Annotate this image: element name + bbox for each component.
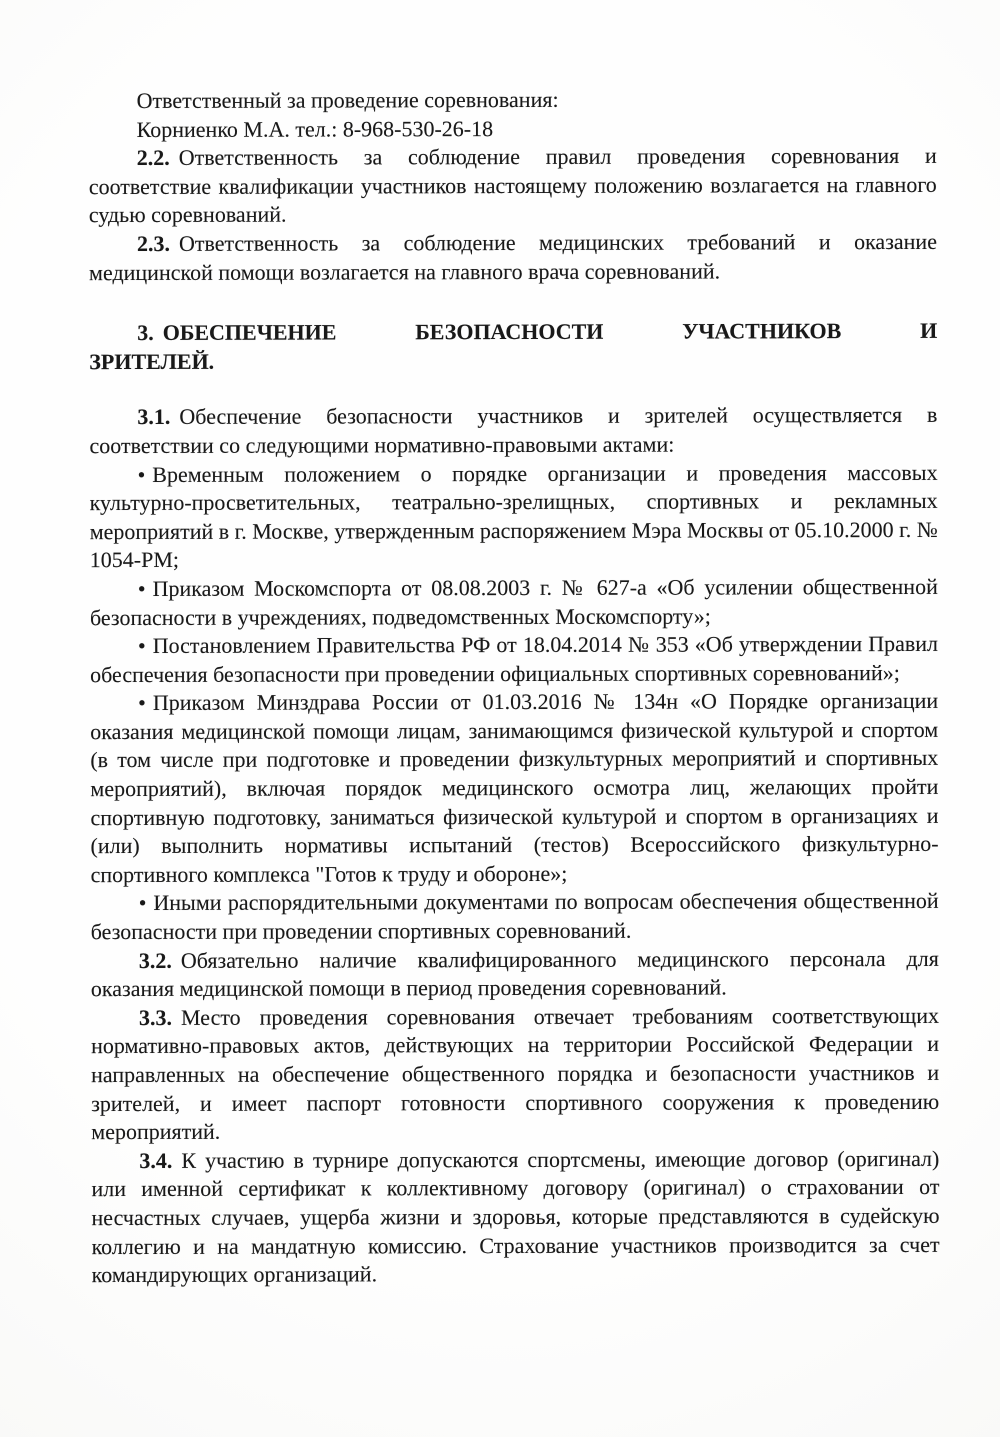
paragraph-text: Приказом Москомспорта от 08.08.2003 г. № 627-а «Об усилении общественной безопасности в учреждениях, подведомственных Москомспорту»; [89,573,938,630]
paragraph-text: Ответственность за соблюдение правил проведения соревнования и соответствие квалификации участников настоящему положению возлагается на главного судью соревнований. [88,143,937,228]
section-heading [89,317,937,376]
paragraph [89,85,937,116]
paragraph [89,142,937,230]
paragraph-text: Иными распорядительными документами по вопросам обеспечения общественной безопасности при проведении спортивных соревнований. [90,888,939,945]
clause-number: 3.4. [139,1147,173,1173]
list-item [90,630,938,689]
list-item [90,687,939,889]
paragraph [89,401,937,460]
paragraph [89,113,937,144]
paragraph-text: Обеспечение безопасности участников и зрителей осуществляется в соответствии со следующими нормативно-правовыми актами: [89,402,938,459]
clause-number: 2.2. [136,145,170,171]
list-item [90,458,938,575]
paragraph-text: Место проведения соревнования отвечает требованиям соответствующих нормативно-правовых актов, действующих на территории Российской Федерации и направленных на обеспечение общественного порядка и безопасности участников и зрителей, и имеет паспорт готовности спортивного сооружения к проведению мероприятий. [91,1002,940,1145]
paragraph-text: Корниенко М.А. тел.: 8-968-530-26-18 [136,115,494,142]
list-item [90,573,938,632]
clause-number: 3.2. [138,947,172,973]
bullet-icon: • [137,633,146,659]
paragraph-text: К участию в турнире допускаются спортсмены, имеющие договор (оригинал) или именной сертификат к коллективному договору (оригинал) о страховании от несчастных случаев, ущерба жизни и здоровья, которые представляются в судейскую коллегию и на мандатную комиссию. Страхование участников производится за счет командирующих организаций. [91,1145,940,1288]
paragraph [91,945,939,1004]
bullet-icon: • [138,890,147,916]
paragraph-text: Временным положением о порядке организации и проведения массовых культурно-просветительных, театрально-зрелищных, спортивных и рекламных мероприятий в г. Москве, утвержденным распоряжением Мэра Москвы от 05.10.2000 г. № 1054-РМ; [89,459,938,573]
paragraph-text: Обязательно наличие квалифицированного медицинского персонала для оказания медицинской помощи в период проведения соревнований. [90,945,939,1002]
clause-number: 3.3. [138,1004,173,1030]
paragraph [91,1002,939,1147]
paragraph-text: Ответственность за соблюдение медицинских требований и оказание медицинской помощи возлагается на главного врача соревнований. [88,228,937,285]
bullet-icon: • [138,690,146,716]
clause-number: 3. [137,320,154,346]
paragraph-text: Постановлением Правительства РФ от 18.04.2014 № 353 «Об утверждении Правил обеспечения безопасности при проведении официальных спортивных соревнований»; [90,630,939,687]
paragraph-text: Приказом Минздрава России от 01.03.2016 № 134н «О Порядке организации оказания медицинской помощи лицам, занимающимся физической культурой и спортом (в том числе при подготовке и проведении физкультурных мероприятий и спортивных мероприятий), включая порядок медицинского осмотра лиц, желающих пройти спортивную подготовку, заниматься физической культурой и спортом в организациях и (или) выполнить нормативы испытаний (тестов) Всероссийского физкультурно-спортивного комплекса "Готов к труду и обороне»; [90,688,939,887]
paragraph-text: ОБЕСПЕЧЕНИЕ БЕЗОПАСНОСТИ УЧАСТНИКОВ И ЗРИТЕЛЕЙ. [89,318,938,374]
paragraph-text: Ответственный за проведение соревнования: [136,86,559,113]
bullet-icon: • [137,575,146,601]
paragraph [89,228,937,287]
clause-number: 2.3. [136,230,170,256]
paragraph [91,1145,939,1290]
list-item [91,887,939,946]
document-text-block [88,0,939,1290]
bullet-icon: • [137,461,146,487]
clause-number: 3.1. [137,404,171,430]
